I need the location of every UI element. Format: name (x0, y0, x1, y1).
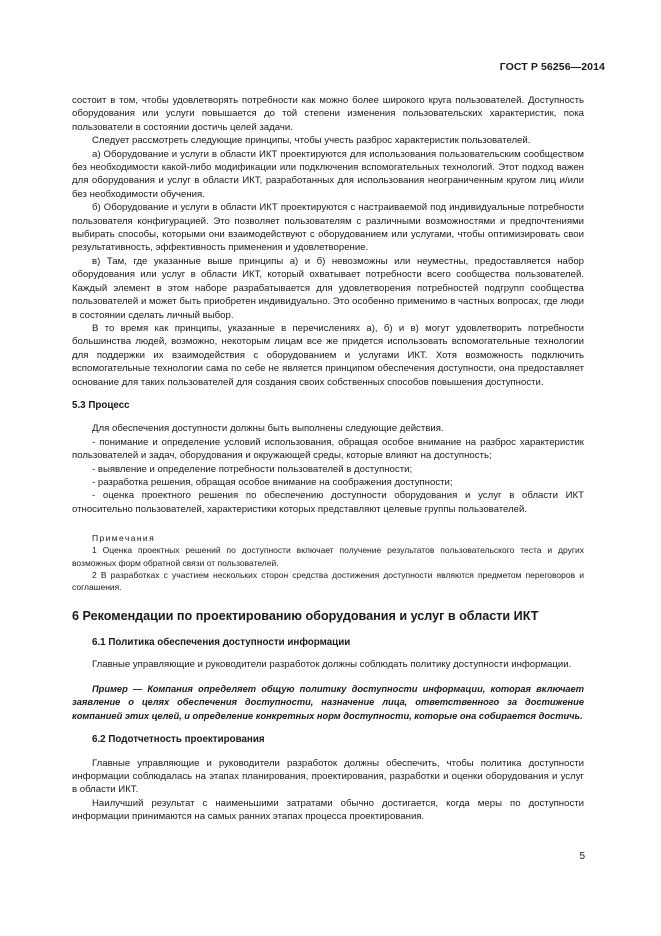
section-heading: 6.1 Политика обеспечения доступности информации (92, 637, 351, 649)
section-heading: 5.3 Процесс (72, 399, 130, 411)
notes-label: Примечания (92, 533, 156, 544)
section-heading: 6.2 Подотчетность проектирования (92, 734, 265, 746)
page-number: 5 (579, 851, 585, 862)
list-item: - оценка проектного решения по обеспечению доступности оборудования и услуг в области ИКТ относительно пользователей, характеристики которых представляют целевые группы пользователей. (72, 490, 584, 515)
paragraph: Главные управляющие и руководители разработок должны обеспечить, чтобы политика доступности информации соблюдалась на этапах планирования, проектирования, разработки и оценки оборудования и услуг в области ИКТ. (72, 757, 584, 796)
document-id: ГОСТ Р 56256—2014 (499, 61, 605, 73)
list-item: - разработка решения, обращая особое внимание на соображения доступности; (92, 476, 453, 488)
paragraph: б) Оборудование и услуги в области ИКТ проектируются с настраиваемой под индивидуальные потребности пользователя конфигурацией. Это позволяет пользователям с различными возможностями и предпочтениями выбирать способы, которыми они взаимодействуют с оборудованием или услугами, чтобы оптимизировать свои результативность, эффективность применения и удовлетворение. (72, 202, 584, 254)
paragraph: Следует рассмотреть следующие принципы, чтобы учесть разброс характеристик пользователей. (92, 135, 531, 147)
paragraph: а) Оборудование и услуги в области ИКТ проектируются для использования пользовательским сообществом без необходимости какой-либо модификации или подключения вспомогательных технологий. Этот подход важен для оборудования и услуг в области ИКТ, разработанных для использования неограниченным кругом лиц и/или без необходимости обучения. (72, 148, 584, 200)
paragraph: в) Там, где указанные выше принципы а) и б) невозможны или неуместны, предоставляется набор оборудования или услуг в области ИКТ, который охватывает потребности всего сообщества пользователей. Каждый элемент в этом наборе разрабатывается для удовлетворения потребностей подгрупп сообщества пользователей и может быть приобретен индивидуально. Это особенно применимо в частных вопросах, где люди в состоянии сделать личный выбор. (72, 255, 584, 321)
chapter-heading: 6 Рекомендации по проектированию оборудования и услуг в области ИКТ (72, 609, 539, 624)
example: Пример — Компания определяет общую политику доступности информации, которая включает заявление о целях обеспечения доступности, назначение лица, ответственного за достижение компанией этих целей, и определение конкретных норм доступности, которые она собирается достичь. (72, 684, 584, 721)
note: 2 В разработках с участием нескольких сторон средства достижения доступности являются предметом переговоров и соглашения. (72, 569, 584, 592)
paragraph: Для обеспечения доступности должны быть выполнены следующие действия. (92, 423, 444, 435)
note: 1 Оценка проектных решений по доступности включает получение результатов пользовательского теста и других возможных форм обратной связи от пользователей. (72, 545, 584, 568)
list-item: - понимание и определение условий использования, обращая особое внимание на разброс характеристик пользователей и задач, оборудования и окружающей среды, которые влияют на доступность; (72, 436, 584, 462)
paragraph: Наилучший результат с наименьшими затратами обычно достигается, когда меры по доступности информации принимаются на самых ранних этапах процесса проектирования. (72, 797, 584, 823)
list-item: - выявление и определение потребности пользователей в доступности; (92, 463, 413, 475)
paragraph: состоит в том, чтобы удовлетворять потребности как можно более широкого круга пользователей. Доступность оборудования или услуги повышается до той степени изменения пользовательских характеристик, пока пользователи в состоянии достичь целей задачи. (72, 95, 584, 133)
paragraph: Главные управляющие и руководители разработок должны соблюдать политику доступности информации. (92, 658, 572, 670)
paragraph: В то время как принципы, указанные в перечислениях а), б) и в) могут удовлетворить потребности большинства людей, возможно, некоторым лицам все же придется использовать вспомогательные технологии для поддержки их взаимодействия с оборудованием и услугами ИКТ. Хотя возможность подключить вспомогательные технологии сама по себе не является принципом обеспечения доступности, она предоставляет основание для таких пользователей для создания своих собственных способов повышения доступности. (72, 322, 584, 388)
document-body (72, 94, 584, 824)
